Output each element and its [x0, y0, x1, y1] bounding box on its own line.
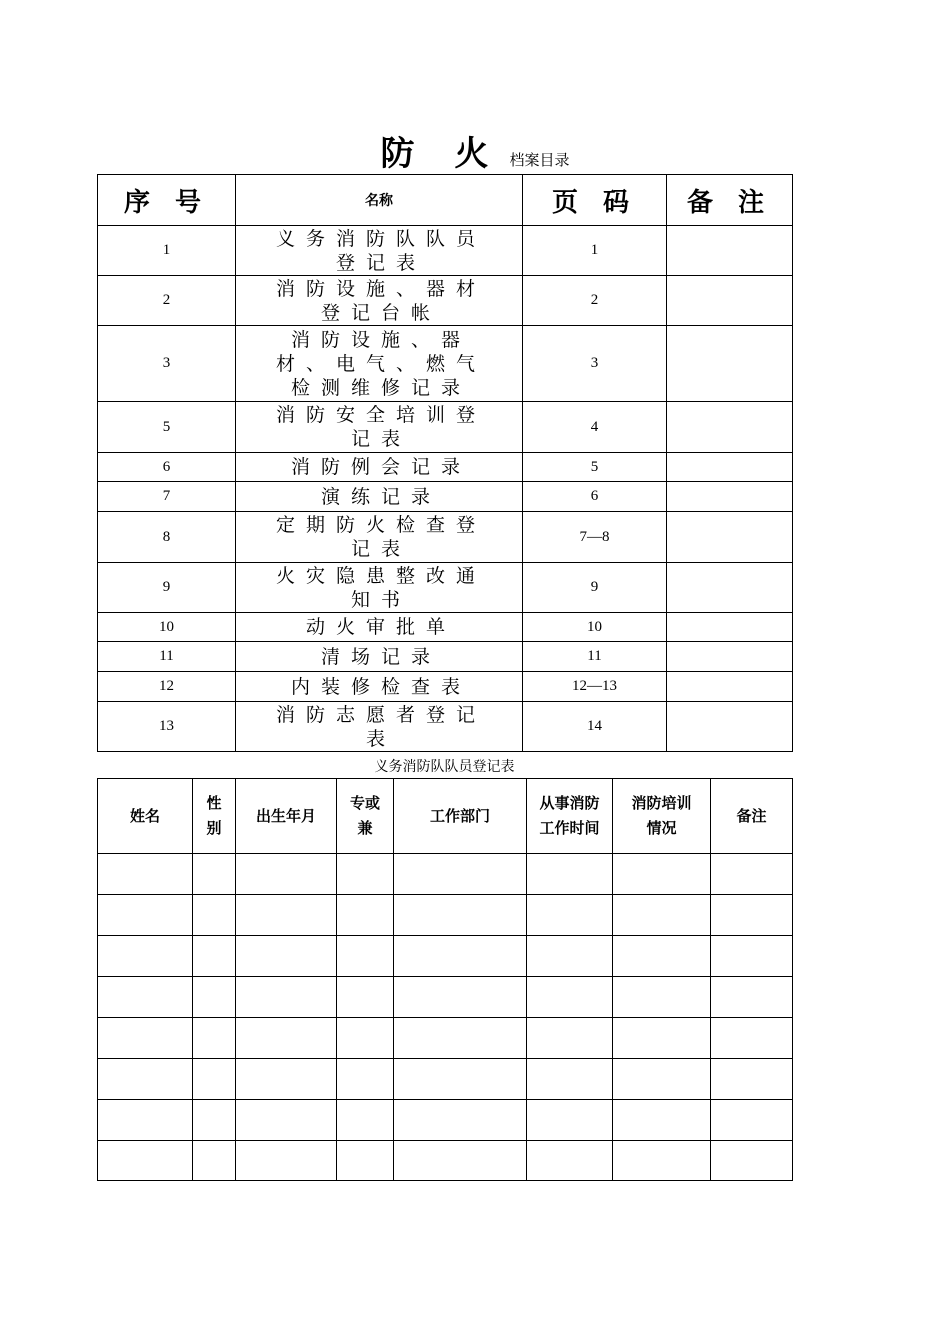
- row-page: 7—8: [523, 512, 667, 563]
- row-remark: [667, 402, 793, 453]
- cell-name[interactable]: [98, 936, 193, 977]
- cell-name[interactable]: [98, 1100, 193, 1141]
- cell-duration[interactable]: [527, 1100, 613, 1141]
- table-row: [98, 895, 793, 936]
- cell-birth[interactable]: [236, 936, 337, 977]
- row-remark: [667, 482, 793, 512]
- cell-dept[interactable]: [394, 895, 527, 936]
- row-seq: 11: [98, 642, 236, 672]
- index-header-row: [98, 175, 793, 226]
- cell-training[interactable]: [613, 1018, 711, 1059]
- row-seq: 7: [98, 482, 236, 512]
- table-row: [98, 1141, 793, 1181]
- header-gender: 性别: [193, 779, 236, 854]
- cell-dept[interactable]: [394, 854, 527, 895]
- row-name: 内装修检查表: [236, 672, 523, 702]
- row-seq: 3: [98, 326, 236, 402]
- cell-duration[interactable]: [527, 1018, 613, 1059]
- cell-remark[interactable]: [711, 1059, 793, 1100]
- header-remark: 备注: [711, 779, 793, 854]
- table-row: [98, 613, 793, 642]
- row-name: 义务消防队队员登记表: [236, 226, 523, 276]
- row-page: 4: [523, 402, 667, 453]
- table-row: [98, 276, 793, 326]
- table-row: [98, 672, 793, 702]
- title-main: 防 火: [380, 134, 503, 174]
- cell-gender[interactable]: [193, 1100, 236, 1141]
- row-page: 12—13: [523, 672, 667, 702]
- cell-name[interactable]: [98, 895, 193, 936]
- cell-birth[interactable]: [236, 1059, 337, 1100]
- cell-gender[interactable]: [193, 936, 236, 977]
- row-remark: [667, 453, 793, 482]
- cell-remark[interactable]: [711, 977, 793, 1018]
- row-seq: 2: [98, 276, 236, 326]
- row-remark: [667, 276, 793, 326]
- table-row: [98, 702, 793, 752]
- cell-fulltime[interactable]: [337, 936, 394, 977]
- row-name: 定期防火检查登记表: [236, 512, 523, 563]
- cell-duration[interactable]: [527, 895, 613, 936]
- row-page: 3: [523, 326, 667, 402]
- table-row: [98, 226, 793, 276]
- cell-name[interactable]: [98, 1059, 193, 1100]
- row-name: 消防志愿者登记表: [236, 702, 523, 752]
- cell-training[interactable]: [613, 854, 711, 895]
- cell-fulltime[interactable]: [337, 1141, 394, 1181]
- cell-remark[interactable]: [711, 895, 793, 936]
- cell-duration[interactable]: [527, 977, 613, 1018]
- volunteer-register-table: [97, 778, 793, 1181]
- row-seq: 8: [98, 512, 236, 563]
- row-remark: [667, 226, 793, 276]
- cell-duration[interactable]: [527, 1059, 613, 1100]
- row-seq: 9: [98, 563, 236, 613]
- cell-gender[interactable]: [193, 1059, 236, 1100]
- register-caption: 义务消防队队员登记表: [374, 759, 515, 775]
- header-name: 姓名: [98, 779, 193, 854]
- cell-birth[interactable]: [236, 895, 337, 936]
- cell-name[interactable]: [98, 854, 193, 895]
- row-name: 清场记录: [236, 642, 523, 672]
- row-remark: [667, 672, 793, 702]
- header-fulltime: 专或兼: [337, 779, 394, 854]
- row-page: 14: [523, 702, 667, 752]
- cell-birth[interactable]: [236, 977, 337, 1018]
- header-page: 页 码: [523, 175, 667, 226]
- table-row: [98, 1100, 793, 1141]
- cell-remark[interactable]: [711, 936, 793, 977]
- cell-duration[interactable]: [527, 936, 613, 977]
- row-remark: [667, 563, 793, 613]
- row-seq: 1: [98, 226, 236, 276]
- table-row: [98, 854, 793, 895]
- row-seq: 10: [98, 613, 236, 642]
- cell-fulltime[interactable]: [337, 854, 394, 895]
- row-remark: [667, 326, 793, 402]
- table-row: [98, 1018, 793, 1059]
- cell-gender[interactable]: [193, 1018, 236, 1059]
- table-row: [98, 326, 793, 402]
- cell-birth[interactable]: [236, 854, 337, 895]
- title-subtitle: 档案目录: [509, 151, 570, 169]
- cell-birth[interactable]: [236, 1100, 337, 1141]
- archive-index-table: [97, 174, 793, 752]
- row-remark: [667, 642, 793, 672]
- cell-training[interactable]: [613, 1059, 711, 1100]
- table-row: [98, 512, 793, 563]
- row-name: 消防设施、器材登记台帐: [236, 276, 523, 326]
- row-page: 11: [523, 642, 667, 672]
- cell-dept[interactable]: [394, 1059, 527, 1100]
- cell-fulltime[interactable]: [337, 977, 394, 1018]
- cell-dept[interactable]: [394, 1018, 527, 1059]
- cell-remark[interactable]: [711, 854, 793, 895]
- cell-gender[interactable]: [193, 977, 236, 1018]
- cell-training[interactable]: [613, 936, 711, 977]
- cell-birth[interactable]: [236, 1018, 337, 1059]
- row-seq: 12: [98, 672, 236, 702]
- row-page: 5: [523, 453, 667, 482]
- cell-fulltime[interactable]: [337, 1018, 394, 1059]
- cell-fulltime[interactable]: [337, 1100, 394, 1141]
- cell-name[interactable]: [98, 977, 193, 1018]
- cell-duration[interactable]: [527, 1141, 613, 1181]
- table-row: [98, 402, 793, 453]
- header-remark: 备 注: [667, 175, 793, 226]
- register-header-row: [98, 779, 793, 854]
- row-page: 2: [523, 276, 667, 326]
- header-training: 消防培训情况: [613, 779, 711, 854]
- row-remark: [667, 512, 793, 563]
- row-page: 1: [523, 226, 667, 276]
- cell-training[interactable]: [613, 895, 711, 936]
- cell-fulltime[interactable]: [337, 1059, 394, 1100]
- row-page: 10: [523, 613, 667, 642]
- row-page: 6: [523, 482, 667, 512]
- row-name: 消防设施、器材、电气、燃气检测维修记录: [236, 326, 523, 402]
- cell-dept[interactable]: [394, 1141, 527, 1181]
- cell-birth[interactable]: [236, 1141, 337, 1181]
- cell-training[interactable]: [613, 1141, 711, 1181]
- cell-training[interactable]: [613, 1100, 711, 1141]
- cell-duration[interactable]: [527, 854, 613, 895]
- header-dept: 工作部门: [394, 779, 527, 854]
- header-duration: 从事消防工作时间: [527, 779, 613, 854]
- table-row: [98, 1059, 793, 1100]
- cell-remark[interactable]: [711, 1141, 793, 1181]
- cell-remark[interactable]: [711, 1100, 793, 1141]
- header-birth: 出生年月: [236, 779, 337, 854]
- cell-dept[interactable]: [394, 1100, 527, 1141]
- cell-name[interactable]: [98, 1141, 193, 1181]
- row-seq: 6: [98, 453, 236, 482]
- cell-name[interactable]: [98, 1018, 193, 1059]
- row-remark: [667, 613, 793, 642]
- table-row: [98, 936, 793, 977]
- row-seq: 13: [98, 702, 236, 752]
- row-name: 演练记录: [236, 482, 523, 512]
- row-name: 消防安全培训登记表: [236, 402, 523, 453]
- header-seq: 序 号: [98, 175, 236, 226]
- table-row: [98, 453, 793, 482]
- table-row: [98, 642, 793, 672]
- cell-gender[interactable]: [193, 895, 236, 936]
- document-title: [0, 126, 950, 175]
- row-name: 动火审批单: [236, 613, 523, 642]
- cell-training[interactable]: [613, 977, 711, 1018]
- table-row: [98, 482, 793, 512]
- row-remark: [667, 702, 793, 752]
- cell-dept[interactable]: [394, 977, 527, 1018]
- table-row: [98, 977, 793, 1018]
- row-page: 9: [523, 563, 667, 613]
- header-name: 名称: [236, 175, 523, 226]
- row-seq: 5: [98, 402, 236, 453]
- cell-gender[interactable]: [193, 1141, 236, 1181]
- row-name: 消防例会记录: [236, 453, 523, 482]
- cell-gender[interactable]: [193, 854, 236, 895]
- cell-dept[interactable]: [394, 936, 527, 977]
- cell-fulltime[interactable]: [337, 895, 394, 936]
- row-name: 火灾隐患整改通知书: [236, 563, 523, 613]
- table-row: [98, 563, 793, 613]
- cell-remark[interactable]: [711, 1018, 793, 1059]
